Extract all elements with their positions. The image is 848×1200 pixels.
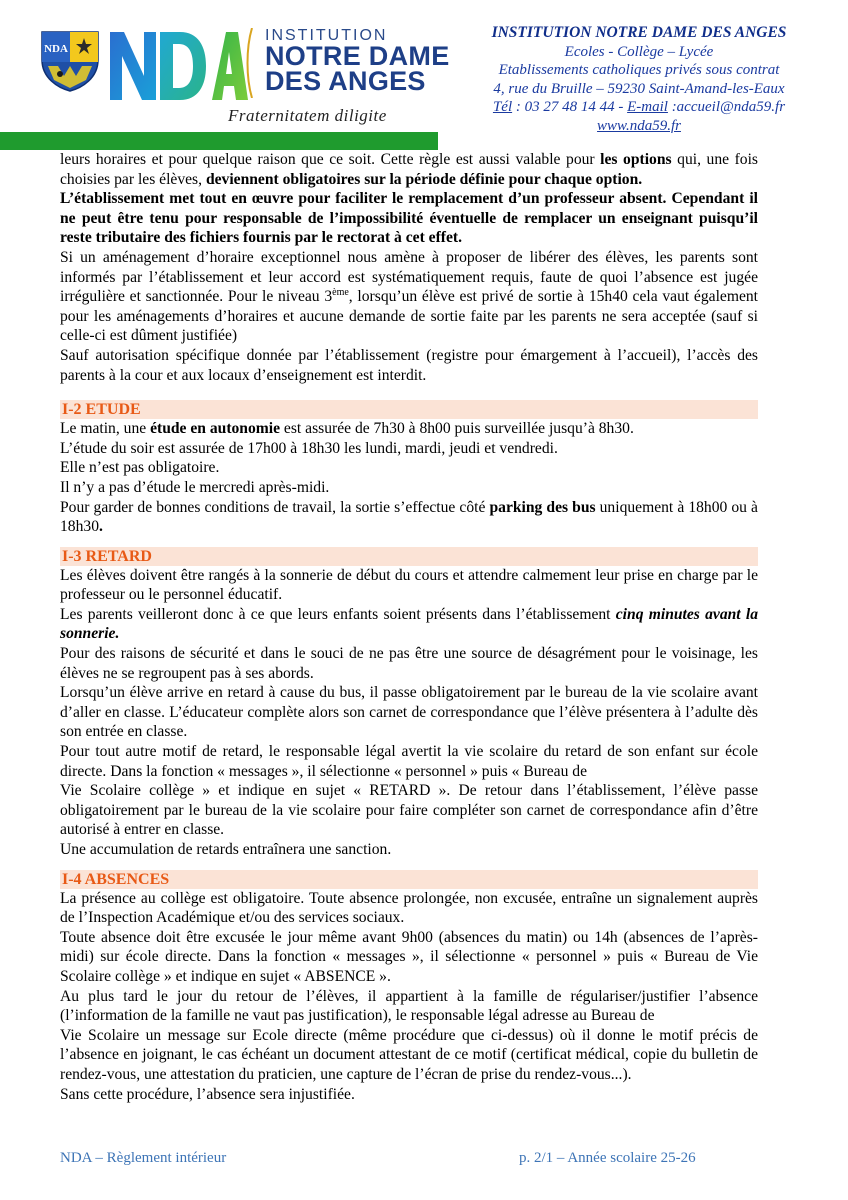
text-run-bold: les options	[600, 151, 672, 168]
etude-line-1	[60, 419, 758, 439]
page-header	[0, 0, 848, 152]
intro-paragraph-4: Sauf autorisation spécifique donnée par l’établissement (registre pour émargement à l’accueil), l’accès des parents à la cour et aux locaux d’enseignement est interdit.	[60, 346, 758, 384]
contact-block	[456, 24, 822, 135]
retard-paragraph-7: Une accumulation de retards entraînera une sanction.	[60, 841, 392, 858]
contact-institution: INSTITUTION NOTRE DAME DES ANGES	[491, 24, 787, 41]
logo-institution-line: INSTITUTION	[265, 27, 388, 44]
header-green-bar	[0, 132, 438, 150]
tel-value: : 03 27 48 14 44 -	[512, 99, 628, 115]
text-run: Si un aménagement d’horaire exceptionnel nous amène à proposer de libérer des élèves, les parents sont informés par l’établissement et leur accord est systématiquement requis, faute de quoi l’absence est jugée irrégulière et sanctionnée. Pour le niveau 3	[60, 248, 758, 306]
retard-paragraph-1: Les élèves doivent être rangés à la sonnerie de début du cours et attendre calmement leur prise en charge par le professeur ou le personnel éducatif.	[60, 566, 758, 604]
etude-line-4: Il n’y a pas d’étude le mercredi après-midi.	[60, 478, 330, 496]
text-run-bold: L’établissement met tout en œuvre pour faciliter le remplacement d’un professeur absent. Cependant il ne peut être tenu pour responsable de l’impossibilité éventuelle de remplacer un enseignant puisqu’il reste tributaire des fichiers fournis par le rectorat à cet effet.	[60, 190, 758, 247]
text-run: uniquement à 18h00 ou à 18h30	[60, 498, 758, 536]
text-run: qui, une fois choisies par les élèves,	[60, 151, 758, 188]
etude-line-3: Elle n’est pas obligatoire.	[60, 459, 220, 477]
text-run-bold-italic: cinq minutes avant la sonnerie.	[60, 605, 759, 643]
nda-logo-mark	[108, 26, 248, 104]
text-run: est assurée de 7h30 à 8h00 puis surveillée jusqu’à 8h30.	[280, 420, 634, 438]
text-run-bold: .	[98, 518, 103, 536]
intro-paragraph-3	[60, 248, 758, 346]
logo-wordmark	[265, 28, 450, 94]
text-run-bold: deviennent obligatoires sur la période définie pour chaque option.	[205, 170, 643, 188]
website-link[interactable]: www.nda59.fr	[597, 117, 681, 134]
logo-name-line-1: NOTRE DAME	[265, 41, 450, 71]
text-run-bold: étude en autonomie	[150, 420, 281, 438]
retard-paragraph-4: Lorsqu’un élève arrive en retard à cause du bus, il passe obligatoirement par le bureau de la vie scolaire avant d’aller en classe. L’éducateur complète alors son carnet de correspondance que l’élève présentera à l’adulte dès son entrée en classe.	[60, 684, 758, 741]
absences-paragraph-1: La présence au collège est obligatoire. Toute absence prolongée, non excusée, entraîne un signalement auprès de l’Inspection Académique et/ou des services sociaux.	[60, 889, 758, 927]
document-body	[60, 150, 758, 1104]
section-heading-absences: I-4 ABSENCES	[60, 870, 758, 889]
retard-paragraph-6: Vie Scolaire collège » et indique en sujet « RETARD ». De retour dans l’établissement, l’élève passe obligatoirement par le bureau de la vie scolaire pour faire compléter son carnet de correspondance afin d’être autorisé à entrer en classe.	[60, 782, 758, 839]
school-motto: Fraternitatem diligite	[228, 106, 387, 125]
etude-line-5	[60, 498, 758, 537]
retard-paragraph-3: Pour des raisons de sécurité et dans le souci de ne pas être une source de désagrément pour le voisinage, les élèves ne se regroupent pas à ses abords.	[60, 645, 758, 682]
absences-paragraph-2: Toute absence doit être excusée le jour même avant 9h00 (absences du matin) ou 14h (absences de l’après-midi) sur école directe. Dans la fonction « messages », il sélectionne « personnel » puis « Bureau de Vie Scolaire collège » et indique en sujet « ABSENCE ».	[60, 928, 758, 985]
contact-phone-email	[456, 98, 822, 117]
intro-paragraph-2	[60, 189, 758, 248]
logo-divider	[246, 28, 254, 98]
tel-label: Tél	[492, 99, 513, 115]
contact-address: 4, rue du Bruille – 59230 Saint-Amand-les-Eaux	[493, 80, 785, 97]
text-run: Pour garder de bonnes conditions de travail, la sortie s’effectue côté	[60, 498, 490, 516]
logo-name-line-2: DES ANGES	[265, 66, 426, 96]
crest-letters: NDA	[44, 43, 68, 55]
contact-status: Etablissements catholiques privés sous contrat	[498, 62, 780, 78]
absences-paragraph-4: Vie Scolaire un message sur Ecole directe (même procédure que ci-dessus) où il donne le motif précis de l’absence en joignant, le cas échéant un document attestant de ce motif (certificat médical, copie du bulletin de rendez-vous, une attestation du praticien, une capture de l’écran de prise du rendez-vous...).	[60, 1026, 758, 1083]
text-run: Les parents veilleront donc à ce que leurs enfants soient présents dans l’établissement	[60, 605, 616, 623]
section-heading-retard: I-3 RETARD	[60, 547, 758, 566]
text-run-bold: parking des bus	[489, 498, 596, 516]
section-heading-etude: I-2 ETUDE	[60, 400, 758, 419]
absences-paragraph-5: Sans cette procédure, l’absence sera injustifiée.	[60, 1085, 355, 1103]
footer-page-info: p. 2/1 – Année scolaire 25-26	[519, 1150, 696, 1166]
email-label[interactable]: E-mail	[627, 99, 668, 115]
retard-paragraph-5: Pour tout autre motif de retard, le responsable légal avertit la vie scolaire du retard de son enfant sur école directe. Dans la fonction « messages », il sélectionne « personnel » puis « Bureau de	[60, 743, 758, 780]
contact-schools: Ecoles - Collège – Lycée	[564, 43, 714, 60]
intro-paragraph-1	[60, 150, 758, 189]
etude-line-2: L’étude du soir est assurée de 17h00 à 18h30 les lundi, mardi, jeudi et vendredi.	[60, 439, 558, 457]
text-run: leurs horaires et pour quelque raison que ce soit. Cette règle est aussi valable pour	[60, 151, 601, 168]
footer-document-title: NDA – Règlement intérieur	[60, 1150, 227, 1166]
text-run: , lorsqu’un élève est privé de sortie à 15h40 cela vaut également pour les aménagements d’horaires et aucune demande de sortie faite par les parents ne sera acceptée (sauf si celle-ci est dûment justifiée)	[60, 288, 758, 345]
absences-paragraph-3: Au plus tard le jour du retour de l’élèves, il appartient à la famille de régulariser/justifier l’absence (l’information de la famille ne vaut pas justification), le responsable légal adresse au Bureau de	[60, 987, 758, 1025]
superscript: ème	[332, 286, 349, 298]
text-run: Le matin, une	[60, 420, 151, 438]
school-crest-icon	[40, 30, 100, 92]
email-value[interactable]: :accueil@nda59.fr	[667, 99, 786, 115]
retard-paragraph-2	[60, 605, 758, 644]
